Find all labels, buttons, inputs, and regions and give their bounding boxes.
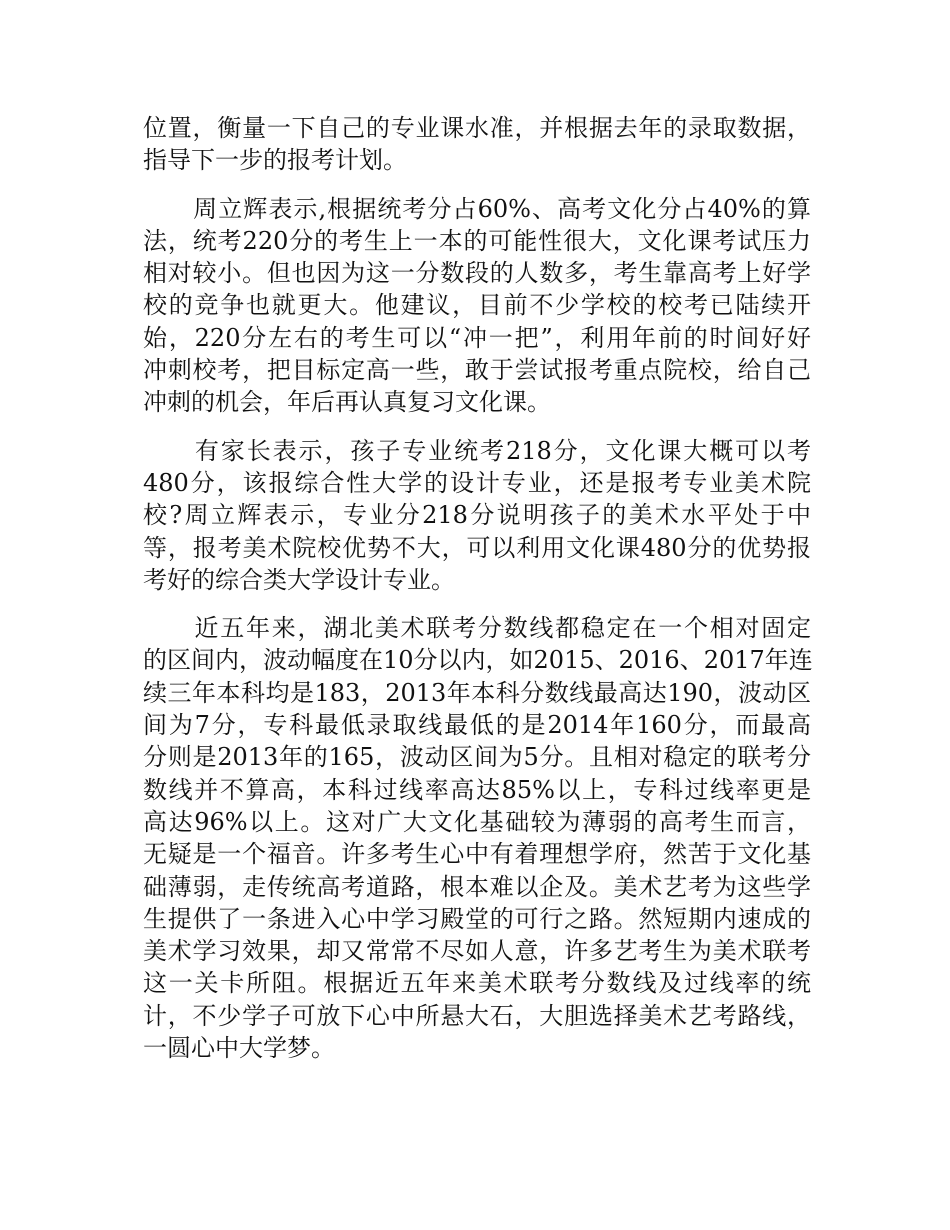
text-line: 指导下一步的报考计划。 xyxy=(143,146,407,175)
text-line: 周立辉表示,根据统考分占60%、高考文化分占40%的算 xyxy=(143,194,811,223)
text-line: 计，不少学子可放下心中所悬大石，大胆选择美术艺考路线， xyxy=(143,1001,811,1030)
paragraph-gap xyxy=(143,596,811,612)
text-line: 等，报考美术院校优势不大，可以利用文化课480分的优势报 xyxy=(143,533,811,562)
text-line: 础薄弱，走传统高考道路，根本难以企及。美术艺考为这些学 xyxy=(143,872,811,901)
paragraph-4 xyxy=(143,612,811,1064)
paragraph-1 xyxy=(143,112,811,177)
text-line: 校的竞争也就更大。他建议，目前不少学校的校考已陆续开 xyxy=(143,291,811,320)
text-line: 近五年来，湖北美术联考分数线都稳定在一个相对固定 xyxy=(143,614,811,643)
text-line: 考好的综合类大学设计专业。 xyxy=(143,565,455,594)
text-line: 生提供了一条进入心中学习殿堂的可行之路。然短期内速成的 xyxy=(143,904,811,933)
text-line: 相对较小。但也因为这一分数段的人数多，考生靠高考上好学 xyxy=(143,259,811,288)
paragraph-2 xyxy=(143,193,811,419)
text-line: 一圆心中大学梦。 xyxy=(143,1034,335,1063)
text-line: 无疑是一个福音。许多考生心中有着理想学府，然苦于文化基 xyxy=(143,840,811,869)
text-line: 法，统考220分的考生上一本的可能性很大，文化课考试压力 xyxy=(143,226,811,255)
text-line: 间为7分，专科最低录取线最低的是2014年160分，而最高 xyxy=(143,711,811,740)
document-page xyxy=(143,112,811,1064)
text-line: 冲刺校考，把目标定高一些，敢于尝试报考重点院校，给自己 xyxy=(143,356,811,385)
paragraph-gap xyxy=(143,177,811,193)
text-line: 数线并不算高，本科过线率高达85%以上，专科过线率更是 xyxy=(143,775,811,804)
text-line: 冲刺的机会，年后再认真复习文化课。 xyxy=(143,388,551,417)
text-line: 始，220分左右的考生可以“冲一把”，利用年前的时间好好 xyxy=(143,323,811,352)
text-line: 美术学习效果，却又常常不尽如人意，许多艺考生为美术联考 xyxy=(143,937,811,966)
text-line: 的区间内，波动幅度在10分以内，如2015、2016、2017年连 xyxy=(143,646,813,675)
text-line: 480分，该报综合性大学的设计专业，还是报考专业美术院 xyxy=(143,468,811,497)
text-line: 有家长表示，孩子专业统考218分，文化课大概可以考 xyxy=(143,436,811,465)
text-line: 续三年本科均是183，2013年本科分数线最高达190，波动区 xyxy=(143,678,811,707)
text-line: 校?周立辉表示，专业分218分说明孩子的美术水平处于中 xyxy=(143,501,811,530)
text-line: 分则是2013年的165，波动区间为5分。且相对稳定的联考分 xyxy=(143,743,811,772)
text-line: 位置，衡量一下自己的专业课水准，并根据去年的录取数据， xyxy=(143,114,811,142)
paragraph-gap xyxy=(143,419,811,435)
text-line: 高达96%以上。这对广大文化基础较为薄弱的高考生而言， xyxy=(143,807,811,836)
paragraph-3 xyxy=(143,435,811,596)
text-line: 这一关卡所阻。根据近五年来美术联考分数线及过线率的统 xyxy=(143,969,811,998)
